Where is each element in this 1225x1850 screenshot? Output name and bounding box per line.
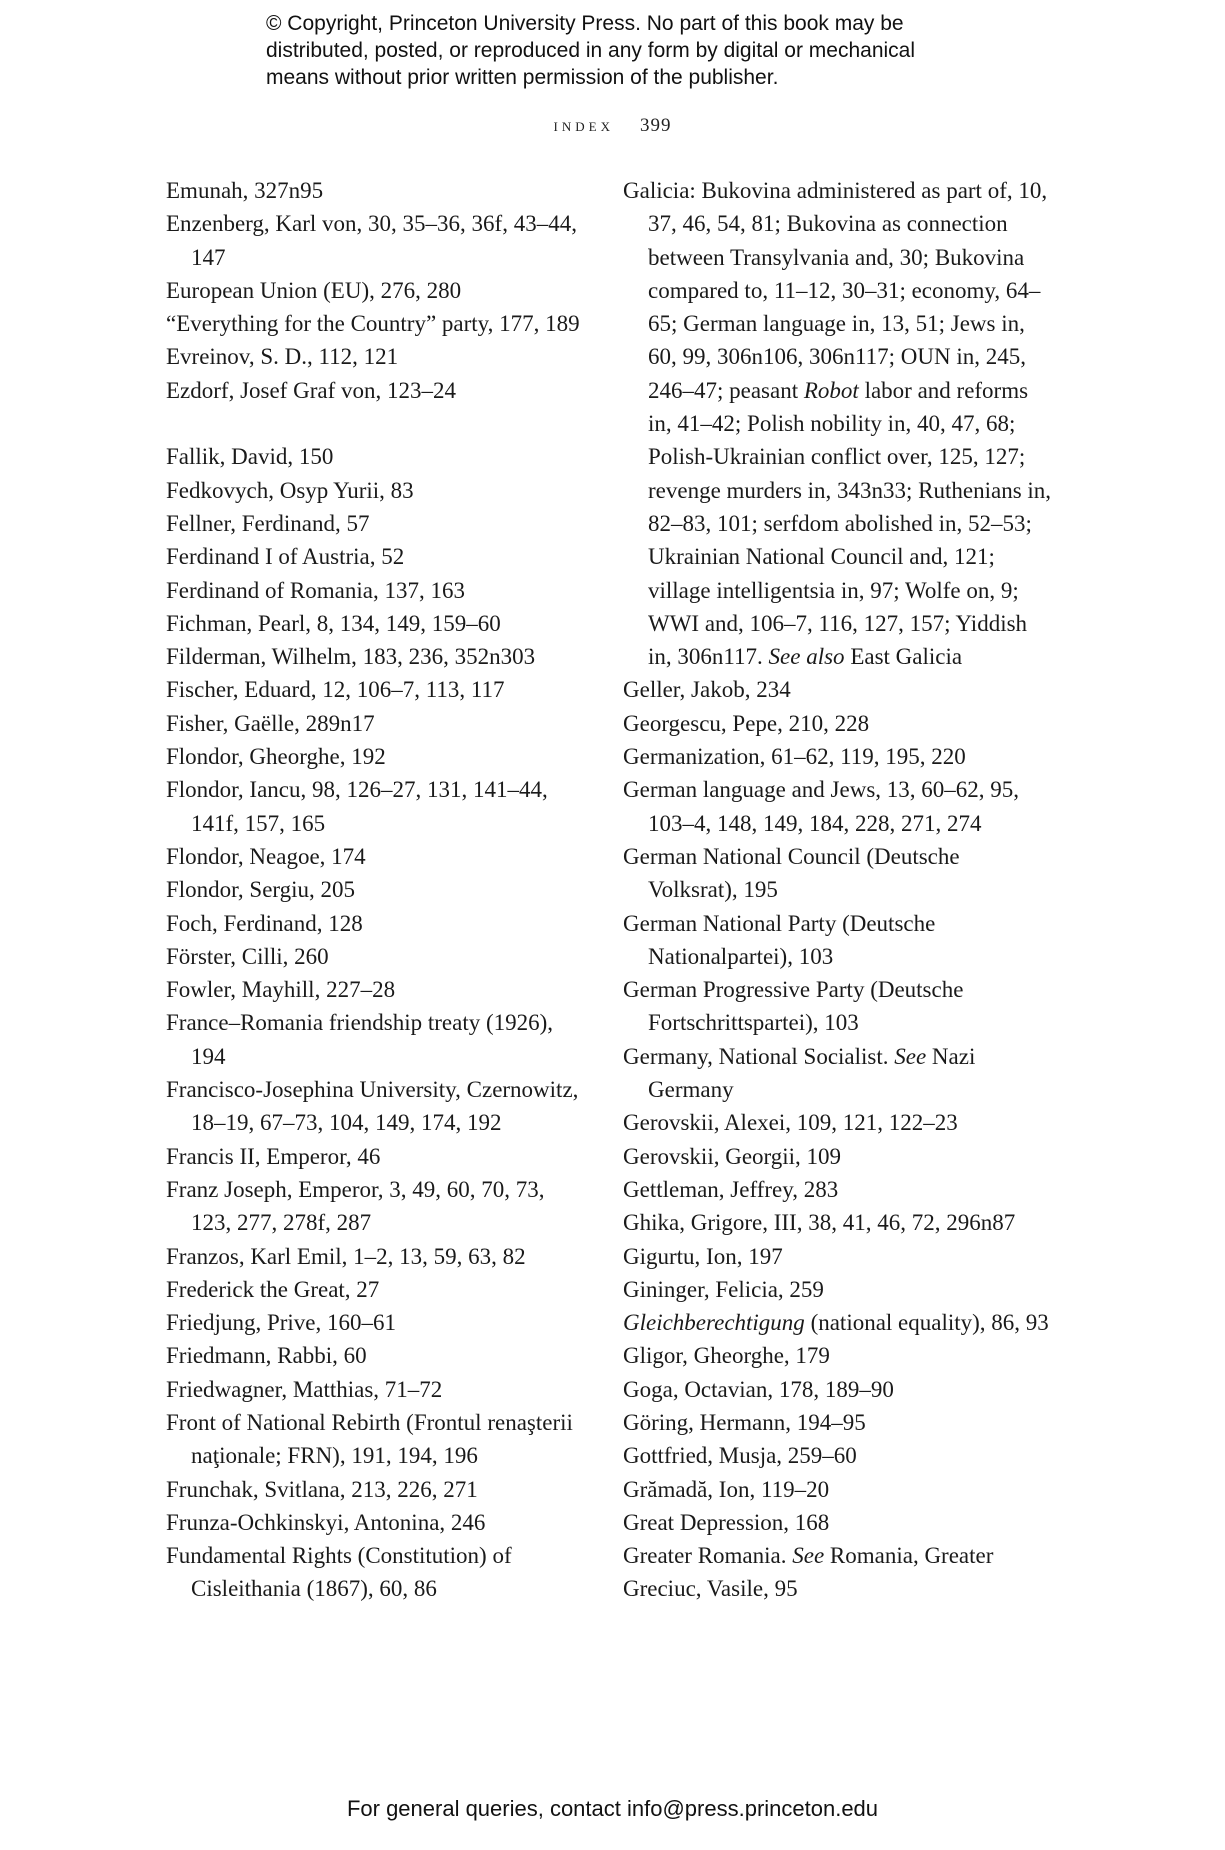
index-entry: [623, 673, 1053, 706]
index-entry: [623, 907, 1053, 974]
running-head-label: index: [553, 115, 614, 136]
index-entry-text: East Galicia: [844, 644, 963, 670]
index-entry: [623, 1273, 1053, 1306]
index-entry: [623, 1439, 1053, 1472]
index-entry: [166, 1173, 586, 1240]
index-entry: [623, 1173, 1053, 1206]
index-entry-text: Enzenberg, Karl von, 30, 35–36, 36f, 43–44, 147: [166, 211, 577, 270]
index-entry: [166, 1273, 586, 1306]
index-entry: [623, 840, 1053, 907]
index-entry: [166, 1006, 586, 1073]
index-entry: [166, 640, 586, 673]
index-entry: [623, 1373, 1053, 1406]
index-entry-text: Fowler, Mayhill, 227–28: [166, 977, 396, 1003]
index-entry-italic-text: See: [894, 1043, 927, 1069]
index-entry-text: Romania, Greater: [824, 1543, 994, 1569]
index-entry-text: German National Council (Deutsche Volksrat), 195: [623, 843, 960, 903]
index-entry: [166, 740, 586, 773]
index-entry: [623, 1473, 1053, 1506]
index-entry: [623, 1140, 1053, 1173]
index-entry-text: Grămadă, Ion, 119–20: [623, 1476, 830, 1502]
index-entry: [623, 707, 1053, 740]
index-entry-text: Göring, Hermann, 194–95: [623, 1409, 866, 1435]
index-entry: [166, 340, 586, 373]
index-entry: [166, 673, 586, 706]
index-entry-text: Gerovskii, Alexei, 109, 121, 122–23: [623, 1110, 958, 1136]
index-entry-text: Francisco-Josephina University, Czernowitz, 18–19, 67–73, 104, 149, 174, 192: [166, 1077, 579, 1136]
index-entry: [623, 1240, 1053, 1273]
index-entry: [166, 873, 586, 906]
index-entry: [623, 740, 1053, 773]
index-entry-text: Francis II, Emperor, 46: [166, 1143, 381, 1169]
index-entry-text: Fischer, Eduard, 12, 106–7, 113, 117: [166, 677, 505, 703]
index-entry: [166, 574, 586, 607]
index-entry-text: Fundamental Rights (Constitution) of Cisleithania (1867), 60, 86: [166, 1543, 512, 1602]
index-entry-text: Georgescu, Pepe, 210, 228: [623, 710, 870, 736]
index-entry: [623, 1339, 1053, 1372]
index-entry: [166, 540, 586, 573]
index-entry-text: Germany, National Socialist.: [623, 1043, 895, 1069]
index-entry-text: Front of National Rebirth (Frontul renaşterii naţionale; FRN), 191, 194, 196: [166, 1409, 573, 1469]
index-entry-text: Frederick the Great, 27: [166, 1276, 380, 1302]
index-entry-text: (national equality), 86, 93: [804, 1310, 1049, 1336]
index-entry-text: European Union (EU), 276, 280: [166, 277, 462, 303]
index-entry: [623, 1506, 1053, 1539]
index-entry: [623, 1040, 1053, 1107]
index-entry: [166, 1539, 586, 1606]
index-entry: [166, 207, 586, 274]
index-entry: [166, 440, 586, 473]
page-number: 399: [639, 115, 672, 136]
index-entry-italic-text: See also: [768, 644, 845, 670]
index-entry: [166, 773, 586, 840]
index-entry: [166, 707, 586, 740]
index-entry: [166, 307, 586, 340]
index-entry-italic-text: See: [792, 1543, 825, 1569]
index-entry-text: Great Depression, 168: [623, 1509, 830, 1535]
index-entry-text: Friedwagner, Matthias, 71–72: [166, 1376, 443, 1402]
index-entry: [166, 1473, 586, 1506]
index-entry: [166, 174, 586, 207]
index-entry: [166, 1406, 586, 1473]
index-entry-text: Fallik, David, 150: [166, 444, 334, 470]
index-entry-text: Friedjung, Prive, 160–61: [166, 1310, 396, 1336]
index-entry: [166, 1339, 586, 1372]
index-entry-text: Germanization, 61–62, 119, 195, 220: [623, 744, 966, 770]
index-entry-text: Galicia: Bukovina administered as part of, 10, 37, 46, 54, 81; Bukovina as connection between Transylvania and, 30; Bukovina compared to, 11–12, 30–31; economy, 64–65; German language in, 13, 51; Jews in, 60, 99, 306n106, 306n117; OUN in, 245, 246–47; peasant: [623, 178, 1048, 403]
index-entry-text: Flondor, Sergiu, 205: [166, 877, 356, 903]
index-entry-italic-text: Gleichberechtigung: [623, 1310, 805, 1336]
letter-group-gap: [166, 407, 586, 440]
index-entry-text: Nazi Germany: [648, 1043, 976, 1103]
index-entry-text: Frunchak, Svitlana, 213, 226, 271: [166, 1476, 478, 1502]
index-entry-text: Gininger, Felicia, 259: [623, 1276, 824, 1302]
index-entry-text: Flondor, Iancu, 98, 126–27, 131, 141–44, 141f, 157, 165: [166, 777, 548, 836]
index-entry-text: Ferdinand I of Austria, 52: [166, 544, 405, 570]
index-entry-text: France–Romania friendship treaty (1926), 194: [166, 1010, 554, 1069]
index-entry-text: Fichman, Pearl, 8, 134, 149, 159–60: [166, 610, 501, 636]
index-entry: [623, 1206, 1053, 1239]
index-entry-text: Gerovskii, Georgii, 109: [623, 1143, 842, 1169]
index-entry: [166, 1506, 586, 1539]
index-entry: [166, 973, 586, 1006]
index-entry-text: Goga, Octavian, 178, 189–90: [623, 1376, 894, 1402]
index-entry: [623, 1106, 1053, 1139]
index-entry: [166, 507, 586, 540]
index-entry-text: German Progressive Party (Deutsche Fortschrittspartei), 103: [623, 977, 964, 1036]
index-entry: [166, 840, 586, 873]
copyright-notice: © Copyright, Princeton University Press. No part of this book may be distributed, posted, or reproduced in any form by digital or mechanical means without prior written permission of the publisher.: [266, 12, 916, 89]
index-entry-text: Fedkovych, Osyp Yurii, 83: [166, 477, 414, 503]
contact-footer: For general queries, contact info@press.princeton.edu: [346, 1796, 879, 1821]
index-entry: [166, 274, 586, 307]
index-entry-text: Greciuc, Vasile, 95: [623, 1576, 798, 1602]
index-entry-text: Ezdorf, Josef Graf von, 123–24: [166, 377, 456, 403]
index-entry-text: Foch, Ferdinand, 128: [166, 910, 363, 936]
index-entry-text: German National Party (Deutsche Nationalpartei), 103: [623, 910, 936, 969]
index-entry-italic-text: Robot: [803, 377, 859, 403]
index-entry-text: labor and reforms in, 41–42; Polish nobility in, 40, 47, 68; Polish-Ukrainian conflict over, 125, 127; revenge murders in, 343n33; Ruthenians in, 82–83, 101; serfdom abolished in, 52–53; Ukrainian National Council and, 121; village intelligentsia in, 97; Wolfe on, 9; WWI and, 106–7, 116, 127, 157; Yiddish in, 306n117.: [648, 377, 1052, 670]
index-entry: [623, 1306, 1053, 1339]
index-entry-text: Geller, Jakob, 234: [623, 677, 791, 703]
index-entry-text: Gettleman, Jeffrey, 283: [623, 1176, 839, 1202]
index-entry-text: Gottfried, Musja, 259–60: [623, 1443, 857, 1469]
index-entry-text: Flondor, Neagoe, 174: [166, 843, 366, 869]
index-entry-text: Franzos, Karl Emil, 1–2, 13, 59, 63, 82: [166, 1243, 526, 1269]
index-entry: [166, 1373, 586, 1406]
index-entry-text: German language and Jews, 13, 60–62, 95, 103–4, 148, 149, 184, 228, 271, 274: [623, 777, 1020, 836]
index-entry: [166, 1306, 586, 1339]
index-entry: [166, 1140, 586, 1173]
index-entry: [623, 1539, 1053, 1572]
running-head: [0, 115, 1225, 137]
index-entry: [166, 374, 586, 407]
index-entry: [166, 940, 586, 973]
index-entry-text: Franz Joseph, Emperor, 3, 49, 60, 70, 73, 123, 277, 278f, 287: [166, 1176, 545, 1236]
index-entry-text: Flondor, Gheorghe, 192: [166, 744, 386, 770]
index-entry-text: “Everything for the Country” party, 177, 189: [166, 311, 580, 337]
index-entry: [166, 607, 586, 640]
index-entry-text: Fisher, Gaëlle, 289n17: [166, 710, 375, 736]
index-entry: [623, 1406, 1053, 1439]
index-entry-text: Gligor, Gheorghe, 179: [623, 1343, 830, 1369]
index-entry-text: Frunza-Ochkinskyi, Antonina, 246: [166, 1509, 486, 1535]
index-entry-text: Filderman, Wilhelm, 183, 236, 352n303: [166, 644, 536, 670]
index-entry: [623, 1572, 1053, 1605]
index-entry-text: Ghika, Grigore, III, 38, 41, 46, 72, 296n87: [623, 1210, 1016, 1236]
index-entry: [623, 174, 1053, 673]
index-column-left: [166, 174, 586, 1606]
index-column-right: [623, 174, 1053, 1606]
index-entry-text: Evreinov, S. D., 112, 121: [166, 344, 399, 370]
index-entry: [166, 1240, 586, 1273]
index-entry-text: Förster, Cilli, 260: [166, 943, 329, 969]
index-entry-text: Greater Romania.: [623, 1543, 793, 1569]
index-entry: [623, 973, 1053, 1040]
index-entry-text: Gigurtu, Ion, 197: [623, 1243, 783, 1269]
index-entry-text: Emunah, 327n95: [166, 178, 324, 203]
index-entry: [166, 1073, 586, 1140]
index-entry-text: Friedmann, Rabbi, 60: [166, 1343, 367, 1369]
index-entry: [166, 474, 586, 507]
index-entry: [623, 773, 1053, 840]
index-entry-text: Ferdinand of Romania, 137, 163: [166, 577, 465, 603]
index-entry: [166, 907, 586, 940]
index-entry-text: Fellner, Ferdinand, 57: [166, 510, 370, 536]
